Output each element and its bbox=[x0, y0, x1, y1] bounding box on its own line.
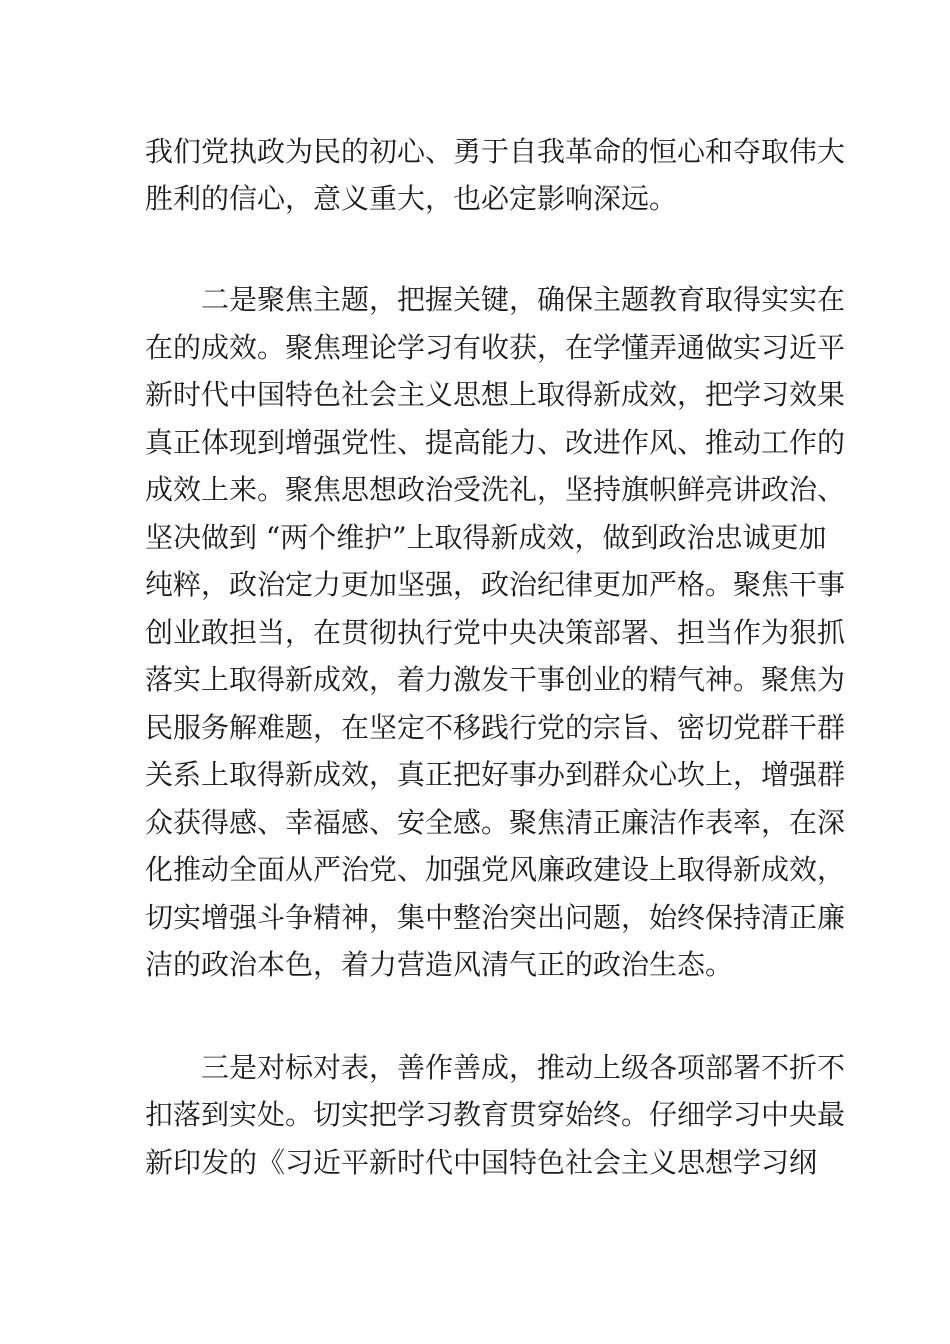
paragraph-2-line-8: 创业敢担当，在贯彻执行党中央决策部署、担当作为狠抓 bbox=[145, 616, 846, 649]
paragraph-2-line-15: 洁的政治本色，着力营造风清气正的政治生态。 bbox=[145, 948, 734, 981]
paragraph-3-line-2: 扣落到实处。切实把学习教育贯穿始终。仔细学习中央最 bbox=[145, 1098, 846, 1131]
paragraph-2-line-6: 坚决做到 “两个维护”上取得新成效，做到政治忠诚更加 bbox=[145, 521, 827, 554]
paragraph-2-line-11: 关系上取得新成效，真正把好事办到群众心坎上，增强群 bbox=[145, 758, 846, 791]
paragraph-2-line-5: 成效上来。聚焦思想政治受洗礼，坚持旗帜鲜亮讲政治、 bbox=[145, 473, 846, 506]
paragraph-1-line-1: 我们党执政为民的初心、勇于自我革命的恒心和夺取伟大 bbox=[145, 135, 846, 168]
paragraph-2-line-7: 纯粹，政治定力更加坚强，政治纪律更加严格。聚焦干事 bbox=[145, 568, 846, 601]
paragraph-2-line-1: 二是聚焦主题，把握关键，确保主题教育取得实实在 bbox=[145, 283, 846, 316]
paragraph-2-line-13: 化推动全面从严治党、加强党风廉政建设上取得新成效， bbox=[145, 853, 846, 886]
paragraph-2-line-14: 切实增强斗争精神，集中整治突出问题，始终保持清正廉 bbox=[145, 901, 846, 934]
paragraph-2-line-2: 在的成效。聚焦理论学习有收获，在学懂弄通做实习近平 bbox=[145, 331, 846, 364]
paragraph-3-line-1: 三是对标对表，善作善成，推动上级各项部署不折不 bbox=[145, 1051, 846, 1084]
paragraph-3-line-3: 新印发的《习近平新时代中国特色社会主义思想学习纲 bbox=[145, 1146, 818, 1179]
paragraph-2-line-10: 民服务解难题，在坚定不移践行党的宗旨、密切党群干群 bbox=[145, 711, 846, 744]
paragraph-2-line-9: 落实上取得新成效，着力激发干事创业的精气神。聚焦为 bbox=[145, 663, 846, 696]
paragraph-2-line-4: 真正体现到增强党性、提高能力、改进作风、推动工作的 bbox=[145, 426, 846, 459]
paragraph-2-line-12: 众获得感、幸福感、安全感。聚焦清正廉洁作表率，在深 bbox=[145, 806, 846, 839]
paragraph-2-line-3: 新时代中国特色社会主义思想上取得新成效，把学习效果 bbox=[145, 378, 846, 411]
paragraph-1-line-2: 胜利的信心，意义重大，也必定影响深远。 bbox=[145, 182, 678, 215]
